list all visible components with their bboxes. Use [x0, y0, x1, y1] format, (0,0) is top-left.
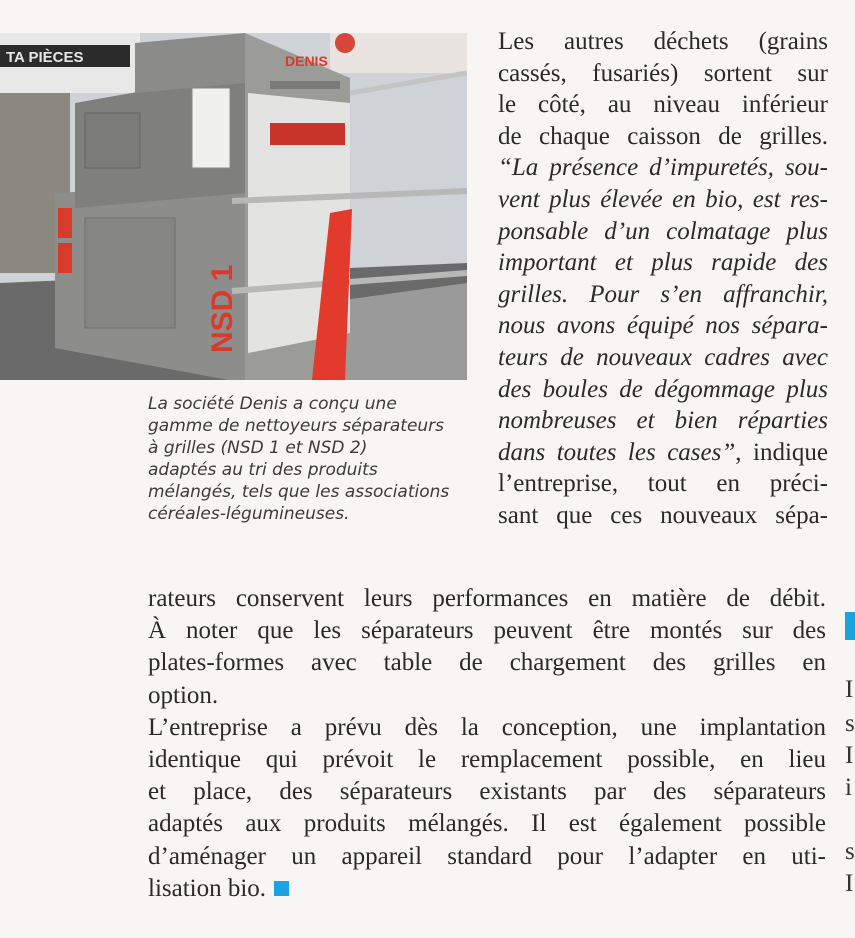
edge-fragment: I — [845, 870, 854, 897]
body-line: le côté, au niveau inférieur — [498, 91, 828, 119]
body-line: de chaque caisson de grilles. — [498, 122, 828, 150]
quote-line: nombreuses et bien réparties — [498, 407, 828, 435]
caption-line: céréales-légumineuses. — [148, 504, 350, 524]
quote-line: ponsable d’un colmatage plus — [498, 217, 828, 245]
body-line: et place, des séparateurs existants par des séparateurs — [148, 778, 826, 806]
caption-line: gamme de nettoyeurs séparateurs — [148, 416, 445, 436]
quote-line: teurs de nouveaux cadres avec — [498, 343, 828, 371]
model-text: NSD 1 — [206, 264, 239, 353]
final-text: lisation bio. — [148, 874, 267, 902]
sign-text: TA PIÈCES — [6, 49, 84, 66]
body-line: cassés, fusariés) sortent sur — [498, 59, 828, 87]
body-line: l’entreprise, tout en préci- — [498, 470, 828, 498]
photo-caption — [148, 393, 468, 525]
body-line: L’entreprise a prévu dès la conception, une implantation — [148, 713, 826, 741]
quote-line: important et plus rapide des — [498, 249, 828, 277]
caption-line: La société Denis a conçu une — [148, 394, 397, 414]
article-column — [498, 26, 828, 532]
caption-line: mélangés, tels que les associations — [148, 482, 450, 502]
edge-fragment: s — [845, 838, 855, 865]
machine-photo — [0, 33, 467, 380]
body-line: rateurs conservent leurs performances en matière de débit. — [148, 585, 826, 612]
machine-illustration — [0, 33, 467, 380]
body-line: sant que ces nouveaux sépa- — [498, 501, 828, 529]
quote-line: vent plus élevée en bio, est res- — [498, 185, 828, 213]
edge-fragment: s — [845, 710, 855, 737]
quote-line: des boules de dégommage plus — [498, 375, 828, 403]
caption-line: adaptés au tri des produits — [148, 460, 378, 480]
body-line: Les autres déchets (grains — [498, 28, 828, 55]
edge-fragment: i — [845, 774, 852, 801]
quote-line: grilles. Pour s’en affranchir, — [498, 280, 828, 308]
end-of-article-square-icon — [274, 881, 289, 896]
article-continuation — [148, 583, 826, 905]
caption-line: à grilles (NSD 1 et NSD 2) — [148, 438, 368, 458]
body-line: adaptés aux produits mélangés. Il est également possible — [148, 810, 826, 838]
quote-end: dans toutes les cases” — [498, 438, 736, 466]
next-column-edge — [845, 0, 855, 938]
body-line-mixed — [498, 437, 828, 469]
body-line: option. — [148, 681, 219, 709]
body-line: À noter que les séparateurs peuvent être montés sur des — [148, 617, 826, 645]
body-line: d’aménager un appareil standard pour l’adapter en uti- — [148, 842, 826, 870]
quote-line: nous avons équipé nos sépara- — [498, 312, 828, 340]
quote-line: “La présence d’impuretés, sou- — [498, 154, 828, 182]
edge-fragment: I — [845, 742, 854, 769]
body-line: identique qui prévoit le remplacement possible, en lieu — [148, 745, 826, 773]
body-line-final — [148, 873, 826, 905]
next-column-heading-bar — [845, 612, 855, 640]
body-line: plates-formes avec table de chargement des grilles en — [148, 649, 826, 677]
edge-fragment: I — [845, 676, 854, 703]
quote-attribution: , indique — [735, 438, 828, 466]
brand-text: DENIS — [285, 53, 328, 69]
